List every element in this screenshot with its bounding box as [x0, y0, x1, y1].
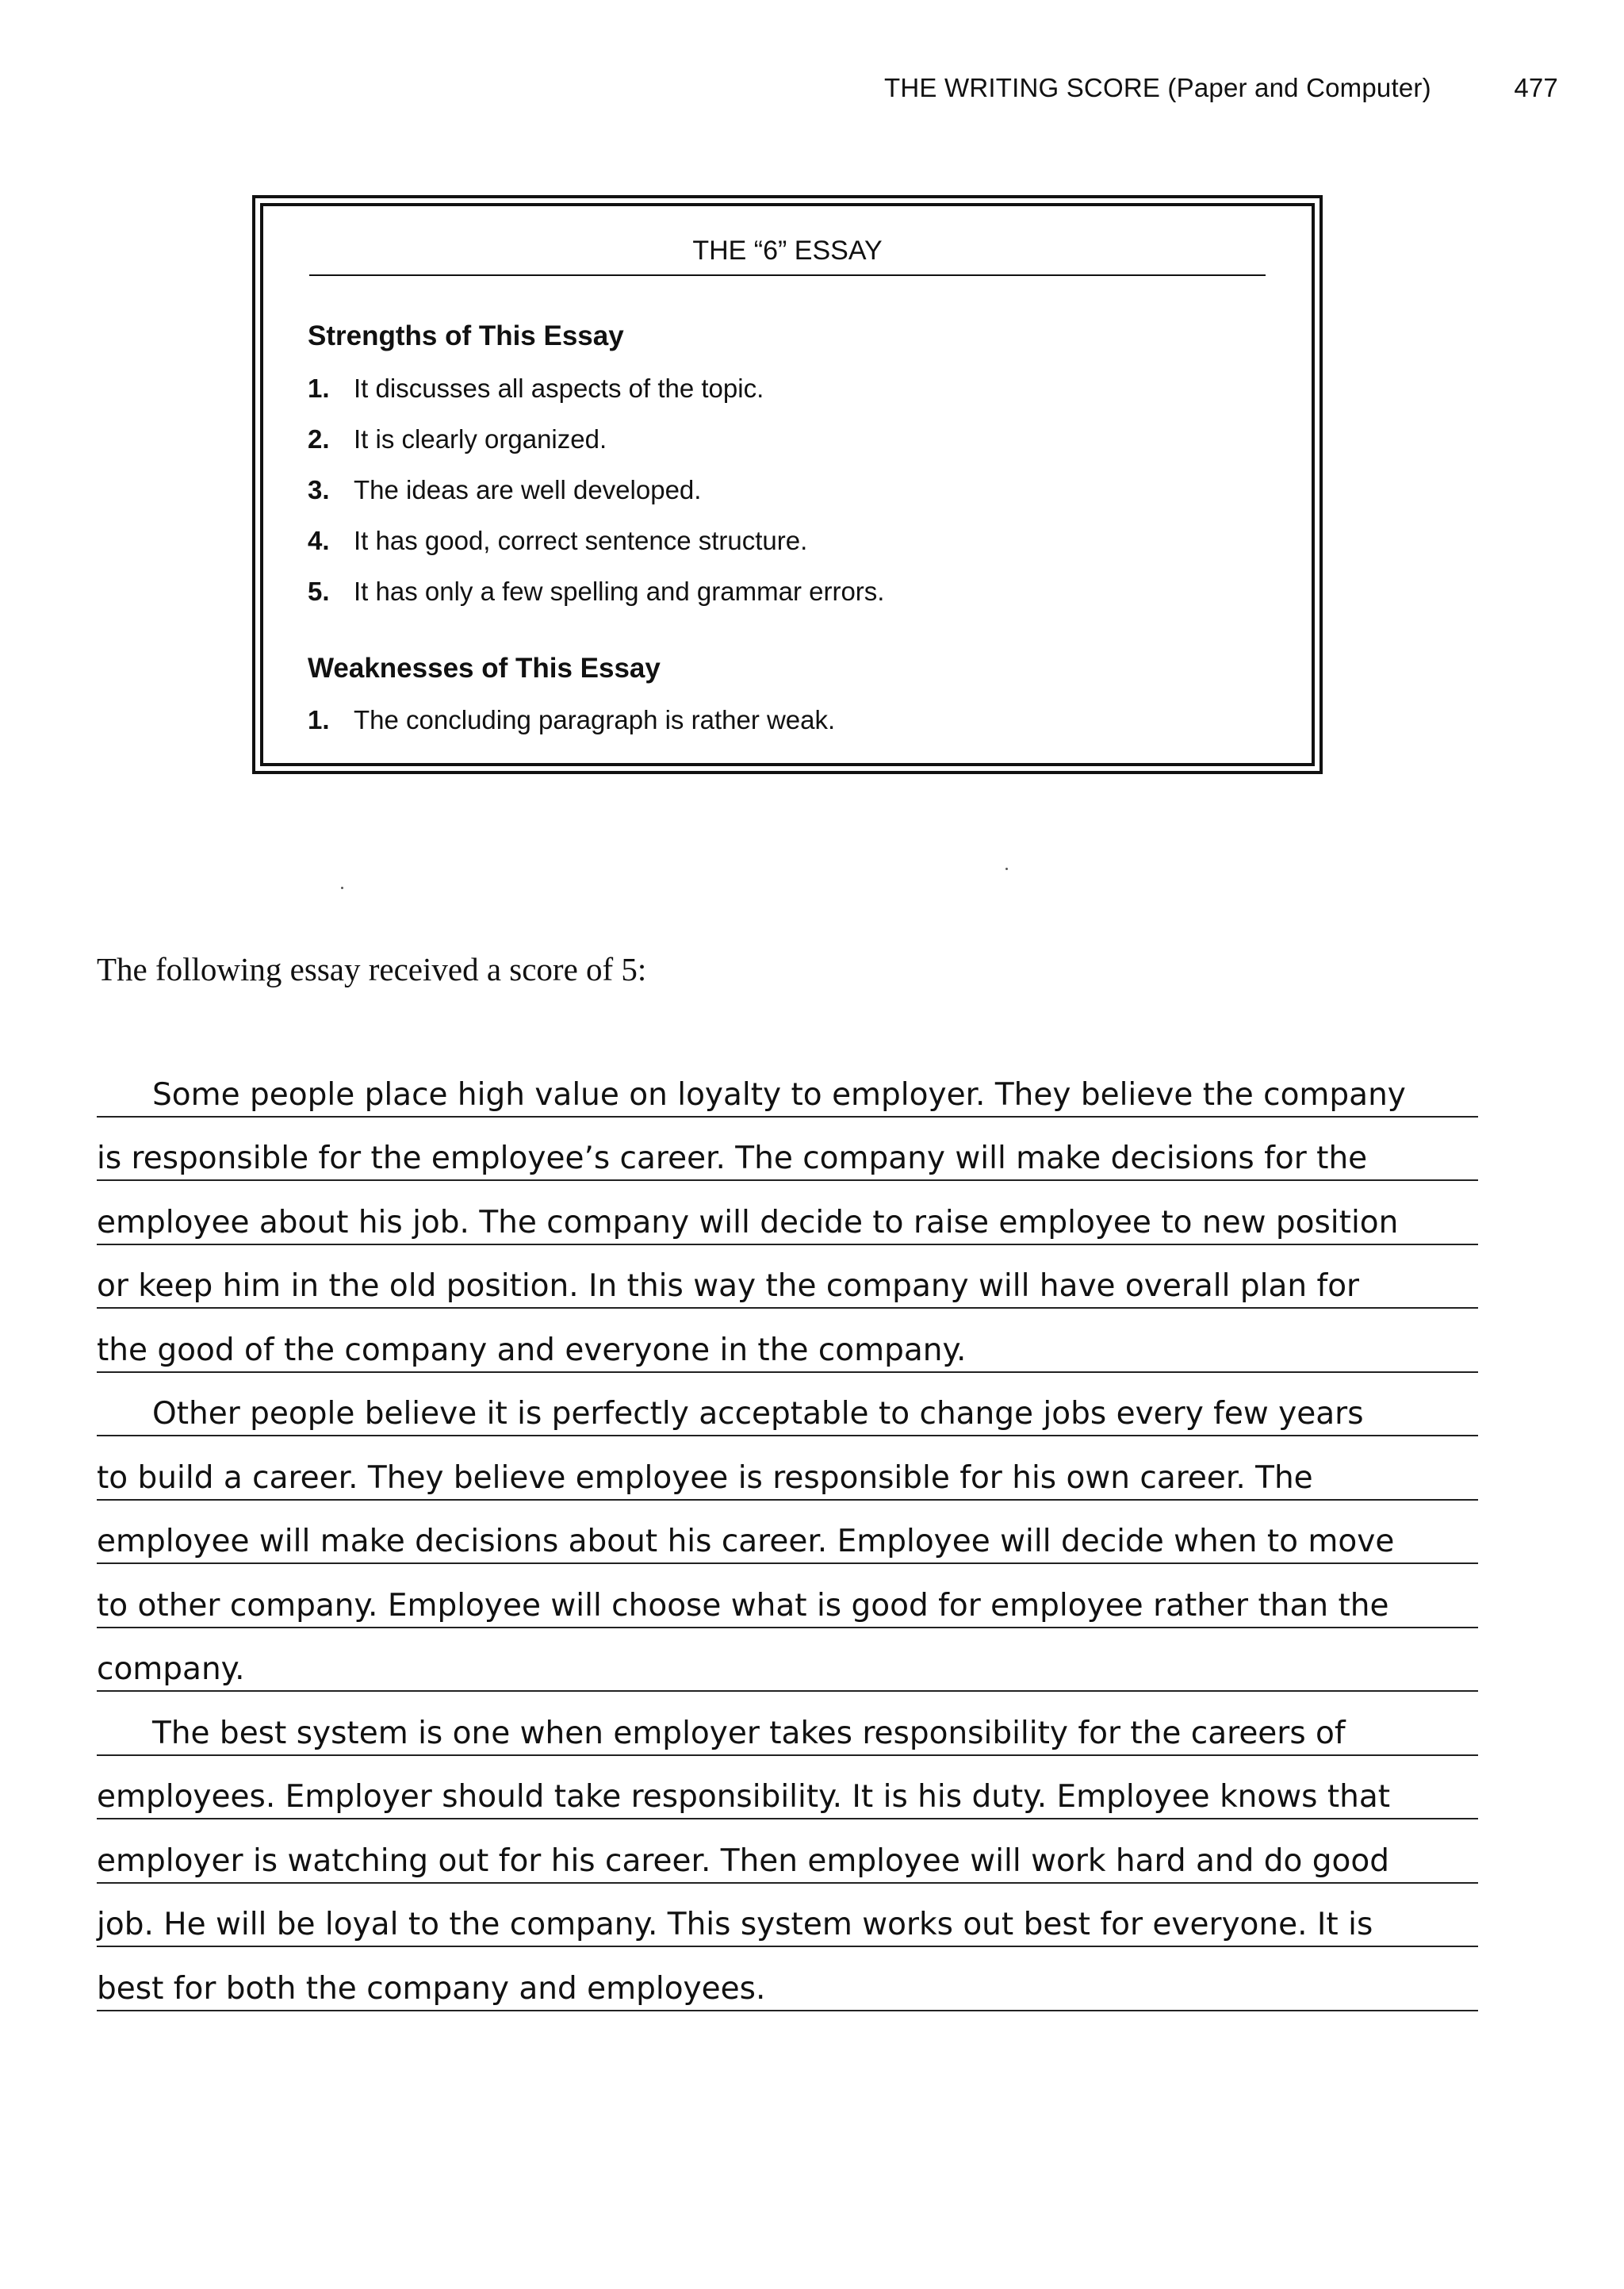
essay-line [97, 1245, 1478, 1309]
list-item [308, 703, 835, 753]
essay-line [97, 1564, 1478, 1628]
list-item [308, 473, 884, 523]
essay-line-text: The best system is one when employer takes responsibility for the careers of [152, 1715, 1346, 1751]
essay-line-text: employee about his job. The company will decide to raise employee to new position [97, 1204, 1399, 1240]
scan-speck [1005, 868, 1008, 870]
weaknesses-heading: Weaknesses of This Essay [308, 653, 661, 684]
item-number: 4. [308, 526, 330, 555]
box-title: THE “6” ESSAY [309, 232, 1266, 276]
essay-line [97, 1309, 1478, 1373]
strengths-heading: Strengths of This Essay [308, 320, 624, 351]
essay-line [97, 1692, 1478, 1756]
item-text: It is clearly organized. [354, 424, 607, 454]
item-text: The concluding paragraph is rather weak. [354, 705, 836, 734]
essay-line [97, 1436, 1478, 1501]
item-number: 1. [308, 705, 330, 734]
essay-line-text: Other people believe it is perfectly acceptable to change jobs every few years [152, 1396, 1364, 1432]
weaknesses-list [308, 703, 835, 753]
list-item [308, 523, 884, 574]
essay-line-text: the good of the company and everyone in the company. [97, 1332, 967, 1368]
handwritten-essay [97, 1053, 1478, 2011]
essay-line [97, 1501, 1478, 1565]
essay-line-text: Some people place high value on loyalty to employer. They believe the company [152, 1076, 1406, 1113]
essay-line-text: job. He will be loyal to the company. This system works out best for everyone. It is [97, 1907, 1373, 1942]
list-item [308, 422, 884, 473]
essay-intro: The following essay received a score of 5: [97, 951, 647, 987]
essay-line [97, 1118, 1478, 1182]
essay-line [97, 1181, 1478, 1245]
essay-line-text: employees. Employer should take responsibility. It is his duty. Employee knows that [97, 1779, 1391, 1815]
item-text: It discusses all aspects of the topic. [354, 374, 764, 403]
running-head [884, 73, 1558, 113]
essay-line-text: company. [97, 1651, 245, 1687]
item-text: It has good, correct sentence structure. [354, 526, 808, 555]
essay-line [97, 1947, 1478, 2011]
essay-line-text: to other company. Employee will choose what is good for employee rather than the [97, 1587, 1389, 1624]
item-number: 3. [308, 475, 330, 504]
essay-line [97, 1819, 1478, 1884]
essay-line [97, 1373, 1478, 1437]
item-text: The ideas are well developed. [354, 475, 702, 504]
essay-line-text: or keep him in the old position. In this way the company will have overall plan for [97, 1268, 1360, 1304]
essay-line [97, 1628, 1478, 1693]
essay-line-text: employee will make decisions about his career. Employee will decide when to move [97, 1524, 1395, 1559]
list-item [308, 574, 884, 625]
essay-line-text: to build a career. They believe employee is responsible for his own career. The [97, 1459, 1313, 1496]
list-item [308, 371, 884, 422]
item-number: 2. [308, 424, 330, 454]
essay-line-text: employer is watching out for his career. Then employee will work hard and do good [97, 1842, 1390, 1879]
essay-line [97, 1756, 1478, 1820]
evaluation-box [252, 195, 1323, 774]
essay-line-text: is responsible for the employee’s career. The company will make decisions for the [97, 1141, 1368, 1176]
page-number: 477 [1514, 73, 1558, 102]
running-title: THE WRITING SCORE (Paper and Computer) [884, 73, 1431, 102]
essay-line [97, 1053, 1478, 1118]
essay-line [97, 1884, 1478, 1948]
evaluation-box-inner [260, 203, 1315, 766]
strengths-list [308, 371, 884, 625]
scan-speck [341, 887, 343, 889]
item-text: It has only a few spelling and grammar errors. [354, 577, 885, 606]
item-number: 5. [308, 577, 330, 606]
item-number: 1. [308, 374, 330, 403]
essay-line-text: best for both the company and employees. [97, 1970, 766, 2007]
